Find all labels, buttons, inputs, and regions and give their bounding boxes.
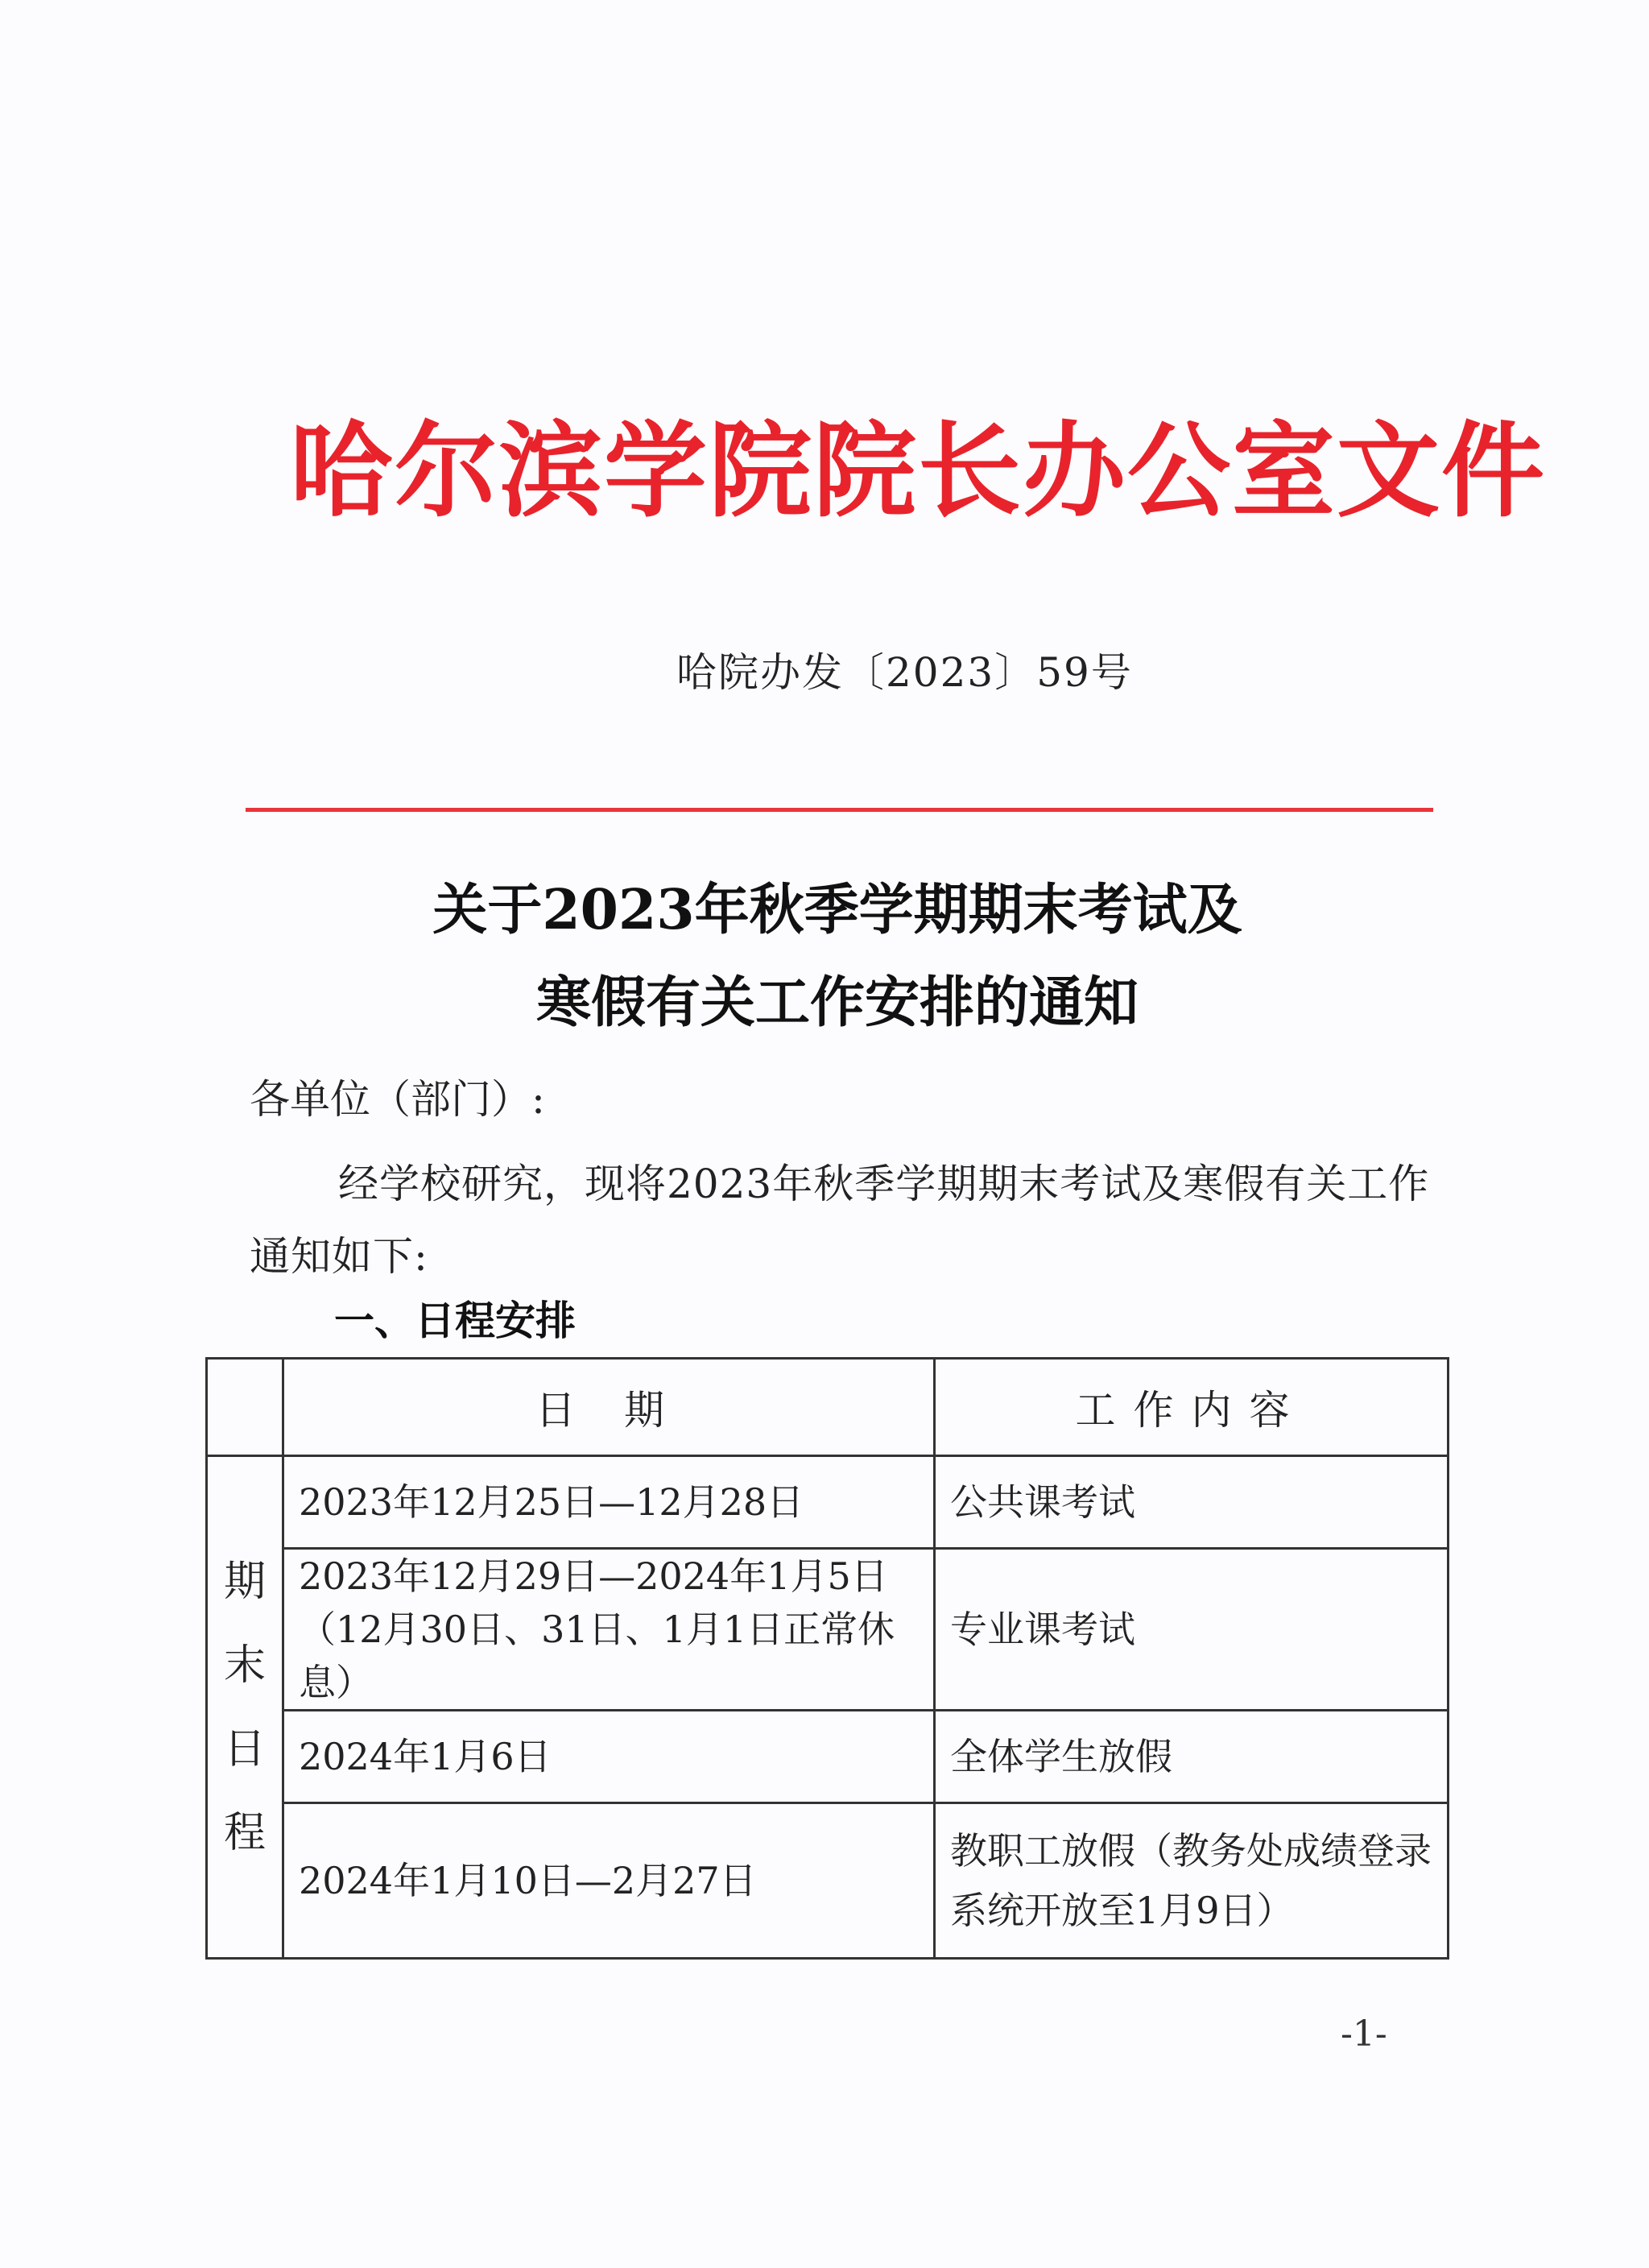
section-heading-schedule: 一、日程安排 [334, 1297, 576, 1344]
table-header-work: 工作内容 [935, 1359, 1449, 1456]
group-label-char: 末 [223, 1641, 266, 1690]
salutation: 各单位（部门）: [250, 1076, 545, 1123]
group-label-char: 期 [223, 1557, 266, 1606]
date-text: 2024年1月6日 [299, 1735, 552, 1778]
date-cell [283, 1803, 935, 1959]
date-cell [283, 1456, 935, 1549]
date-note: （12月30日、31日、1月1日正常休息） [299, 1608, 895, 1704]
table-row [207, 1803, 1449, 1959]
group-label-cell [207, 1456, 283, 1959]
table-row [207, 1549, 1449, 1711]
red-divider-rule [246, 808, 1433, 812]
group-label-char: 日 [223, 1724, 266, 1773]
issuer-header-title: 哈尔滨学院院长办公室文件 [290, 411, 1547, 532]
date-text: 2023年12月29日—2024年1月5日 [299, 1554, 888, 1598]
table-header-empty-cell [207, 1359, 283, 1456]
table-row [207, 1711, 1449, 1803]
date-text: 2024年1月10日—2月27日 [299, 1859, 757, 1902]
body-paragraph: 经学校研究，现将2023年秋季学期期末考试及寒假有关工作通知如下: [250, 1161, 1430, 1280]
notice-title-line-1: 关于2023年秋季学期期末考试及 [432, 878, 1242, 942]
work-cell: 全体学生放假 [935, 1711, 1449, 1803]
date-cell [283, 1711, 935, 1803]
work-cell: 专业课考试 [935, 1549, 1449, 1711]
schedule-table [205, 1357, 1449, 1960]
notice-title-line-2: 寒假有关工作安排的通知 [535, 971, 1139, 1035]
date-text: 2023年12月25日—12月28日 [299, 1480, 804, 1524]
work-cell: 公共课考试 [935, 1456, 1449, 1549]
group-label-char: 程 [223, 1808, 266, 1857]
table-row [207, 1456, 1449, 1549]
table-header-date: 日 期 [283, 1359, 935, 1456]
date-cell [283, 1549, 935, 1711]
page-number: -1- [1341, 2013, 1387, 2055]
table-header-row [207, 1359, 1449, 1456]
work-cell: 教职工放假（教务处成绩登录系统开放至1月9日） [935, 1803, 1449, 1959]
document-number: 哈院办发〔2023〕59号 [676, 649, 1133, 696]
